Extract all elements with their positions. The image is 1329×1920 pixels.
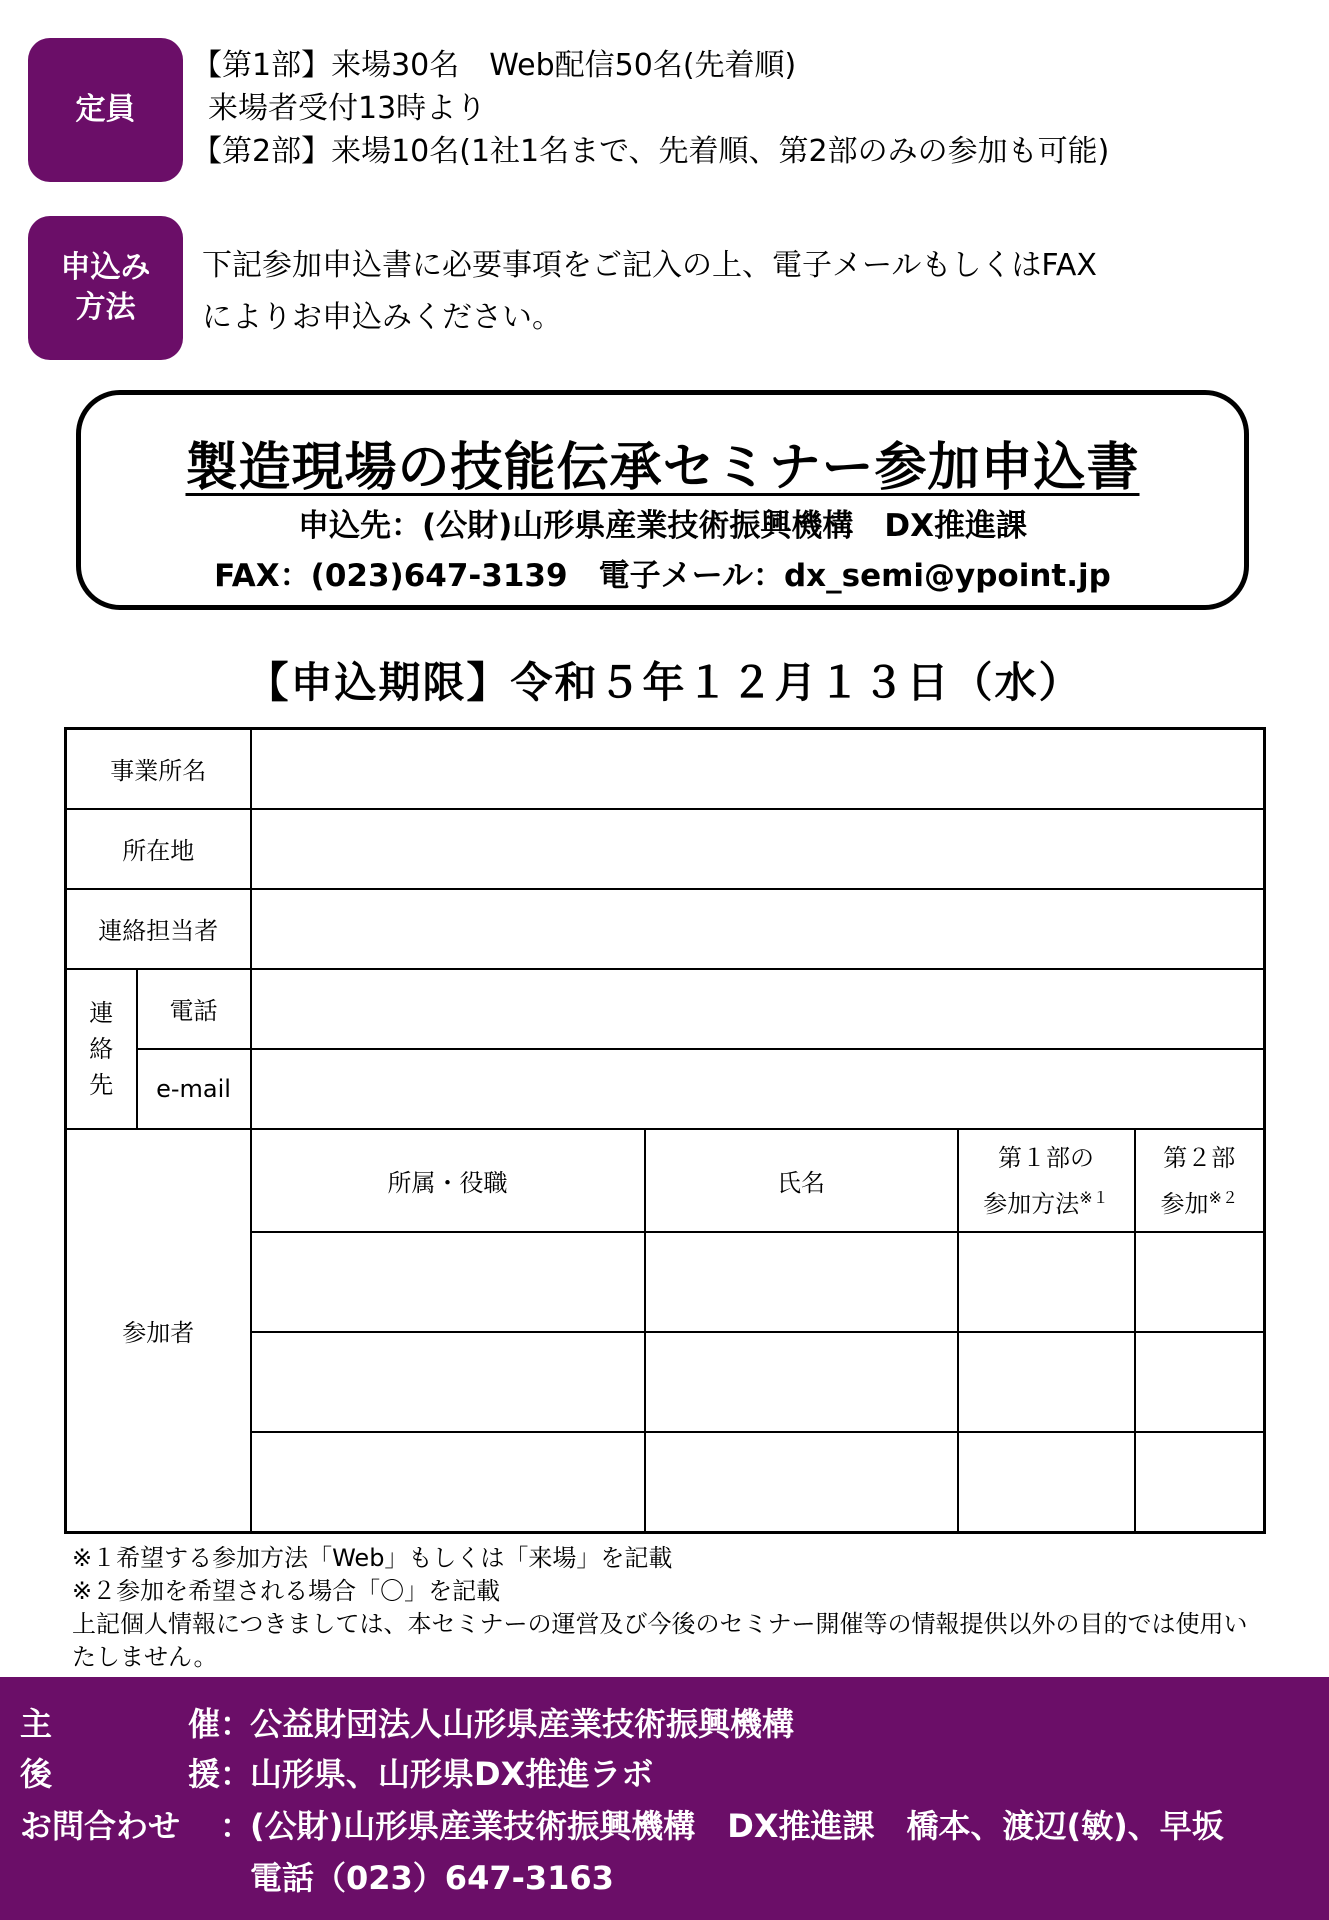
capacity-label-text: 定員	[75, 92, 136, 127]
participant-1-part2[interactable]	[1135, 1232, 1265, 1332]
inquiry-label: お問合わせ	[20, 1807, 181, 1845]
participant-1-name[interactable]	[645, 1232, 958, 1332]
participant-2-affiliation[interactable]	[251, 1332, 645, 1432]
apply-method-label	[28, 216, 183, 360]
apply-method-info	[202, 240, 1097, 344]
note-3: 上記個人情報につきましては、本セミナーの運営及び今後のセミナー開催等の情報提供以外の目的では使用いたしません。	[72, 1610, 1248, 1671]
location-field[interactable]	[251, 809, 1265, 889]
organizer-sep: ：	[220, 1705, 253, 1743]
apply-method-line-1: 下記参加申込書に必要事項をご記入の上、電子メールもしくはFAX	[202, 248, 1097, 283]
office-name-field[interactable]	[251, 729, 1265, 809]
form-destination: 申込先：(公財)山形県産業技術振興機構 DX推進課	[298, 508, 1027, 544]
capacity-info	[192, 44, 1109, 173]
footer-organizer-row	[20, 1699, 794, 1745]
contact-group-label	[66, 969, 137, 1129]
application-deadline: 【申込期限】令和５年１２月１３日（水）	[246, 658, 1083, 707]
inquiry-value: (公財)山形県産業技術振興機構 DX推進課 橋本、渡辺(敏)、早坂	[250, 1807, 1224, 1845]
capacity-label	[28, 38, 183, 182]
col-part1-note: ※１	[1079, 1187, 1109, 1207]
col-part2-text: 参加	[1160, 1189, 1209, 1218]
participant-2-part1[interactable]	[958, 1332, 1135, 1432]
col-part1-text: 参加方法	[983, 1189, 1080, 1218]
col-name-header: 氏名	[645, 1129, 958, 1232]
apply-method-label-line2: 方法	[75, 290, 136, 325]
col-part2-header	[1135, 1129, 1265, 1232]
participant-2-part2[interactable]	[1135, 1332, 1265, 1432]
capacity-line-2: 来場者受付13時より	[208, 91, 487, 126]
participant-3-affiliation[interactable]	[251, 1432, 645, 1532]
col-part2-line2	[1136, 1178, 1264, 1224]
contact-group-char-3: 先	[89, 1070, 114, 1099]
organizer-label: 主催	[20, 1705, 220, 1743]
footer-banner	[0, 1677, 1329, 1920]
apply-method-line-2: によりお申込みください。	[202, 300, 562, 335]
form-contact: FAX：(023)647-3139 電子メール：dx_semi@ypoint.jp	[214, 558, 1111, 594]
form-header-box	[76, 390, 1249, 610]
participant-1-part1[interactable]	[958, 1232, 1135, 1332]
contact-person-field[interactable]	[251, 889, 1265, 969]
footer-phone-row	[250, 1853, 614, 1899]
email-label: e-mail	[137, 1049, 251, 1129]
col-part1-line1: 第１部の	[998, 1143, 1094, 1172]
capacity-line-1: 【第1部】来場30名 Web配信50名(先着順)	[192, 48, 797, 83]
office-name-label: 事業所名	[66, 729, 251, 809]
participant-2-name[interactable]	[645, 1332, 958, 1432]
footer-support-row	[20, 1749, 653, 1795]
contact-group-char-2: 絡	[89, 1034, 114, 1063]
col-affiliation-header: 所属・役職	[251, 1129, 645, 1232]
note-1: ※１希望する参加方法「Web」もしくは「来場」を記載	[72, 1544, 673, 1572]
note-2: ※２参加を希望される場合「〇」を記載	[72, 1577, 501, 1605]
participant-3-name[interactable]	[645, 1432, 958, 1532]
inquiry-sep: ：	[220, 1807, 253, 1845]
phone-label: 電話	[137, 969, 251, 1049]
support-sep: ：	[220, 1755, 253, 1793]
col-part2-line1: 第２部	[1163, 1143, 1236, 1172]
apply-method-label-line1: 申込み	[60, 250, 151, 285]
participant-1-affiliation[interactable]	[251, 1232, 645, 1332]
location-label: 所在地	[66, 809, 251, 889]
footer-inquiry-row	[20, 1801, 1224, 1847]
participants-label: 参加者	[66, 1129, 251, 1533]
contact-group-char-1: 連	[89, 998, 114, 1027]
col-part1-header	[958, 1129, 1135, 1232]
email-field[interactable]	[251, 1049, 1265, 1129]
form-title: 製造現場の技能伝承セミナー参加申込書	[185, 438, 1140, 498]
support-label: 後援	[20, 1755, 220, 1793]
col-part1-line2	[959, 1178, 1134, 1224]
notes	[72, 1542, 1252, 1674]
support-value: 山形県、山形県DX推進ラボ	[250, 1755, 654, 1793]
inquiry-phone: 電話（023）647-3163	[250, 1859, 614, 1897]
participant-3-part1[interactable]	[958, 1432, 1135, 1532]
application-table	[64, 727, 1266, 1534]
phone-field[interactable]	[251, 969, 1265, 1049]
organizer-value: 公益財団法人山形県産業技術振興機構	[250, 1705, 795, 1743]
contact-person-label: 連絡担当者	[66, 889, 251, 969]
capacity-line-3: 【第2部】来場10名(1社1名まで、先着順、第2部のみの参加も可能)	[192, 134, 1110, 169]
col-part2-note: ※２	[1208, 1187, 1238, 1207]
participant-3-part2[interactable]	[1135, 1432, 1265, 1532]
